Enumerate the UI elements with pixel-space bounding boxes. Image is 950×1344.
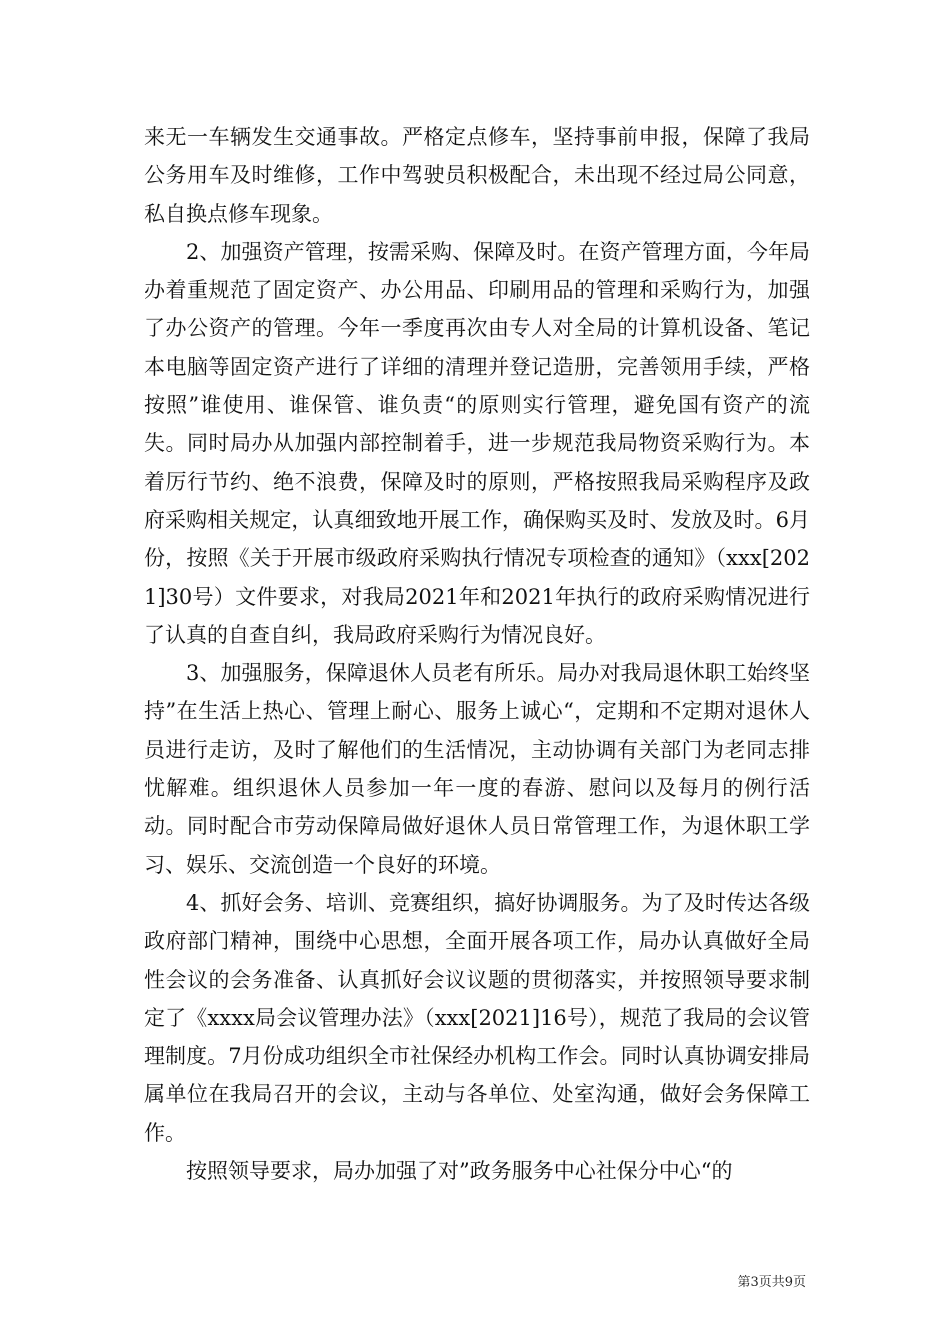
paragraph-service-center: 按照领导要求，局办加强了对”政务服务中心社保分中心“的 <box>186 1159 733 1184</box>
paragraph-asset-management: 2、加强资产管理，按需采购、保障及时。在资产管理方面，今年局办着重规范了固定资产、办公用品、印刷用品的管理和采购行为，加强了办公资产的管理。今年一季度再次由专人对全局的计算机设备、笔记本电脑等固定资产进行了详细的清理并登记造册，完善领用手续，严格按照”谁使用、谁保管、谁负责“的原则实行管理，避免国有资产的流失。同时局办从加强内部控制着手，进一步规范我局物资采购行为。本着厉行节约、绝不浪费，保障及时的原则，严格按照我局采购程序及政府采购相关规定，认真细致地开展工作，确保购买及时、发放及时。6月份，按照《关于开展市级政府采购执行情况专项检查的通知》（xxx[2021]30号）文件要求，对我局2021年和2021年执行的政府采购情况进行了认真的自查自纠，我局政府采购行为情况良好。 <box>144 239 810 647</box>
paragraph-meeting-services: 4、抓好会务、培训、竞赛组织，搞好协调服务。为了及时传达各级政府部门精神，围绕中心思想，全面开展各项工作，局办认真做好全局性会议的会务准备、认真抓好会议议题的贯彻落实，并按照领导要求制定了《xxxx局会议管理办法》（xxx[2021]16号），规范了我局的会议管理制度。7月份成功组织全市社保经办机构工作会。同时认真协调安排局属单位在我局召开的会议，主动与各单位、处室沟通，做好会务保障工作。 <box>144 890 810 1145</box>
paragraph-retiree-services: 3、加强服务，保障退休人员老有所乐。局办对我局退休职工始终坚持”在生活上热心、管理上耐心、服务上诚心“，定期和不定期对退休人员进行走访，及时了解他们的生活情况，主动协调有关部门为老同志排忧解难。组织退休人员参加一年一度的春游、慰问以及每月的例行活动。同时配合市劳动保障局做好退休人员日常管理工作，为退休职工学习、娱乐、交流创造一个良好的环境。 <box>144 661 810 877</box>
paragraph-continuation: 来无一车辆发生交通事故。严格定点修车，坚持事前申报，保障了我局公务用车及时维修，工作中驾驶员积极配合，未出现不经过局公同意，私自换点修车现象。 <box>144 125 810 226</box>
page-number: 第3页共9页 <box>737 1275 806 1290</box>
document-body <box>144 118 810 1190</box>
